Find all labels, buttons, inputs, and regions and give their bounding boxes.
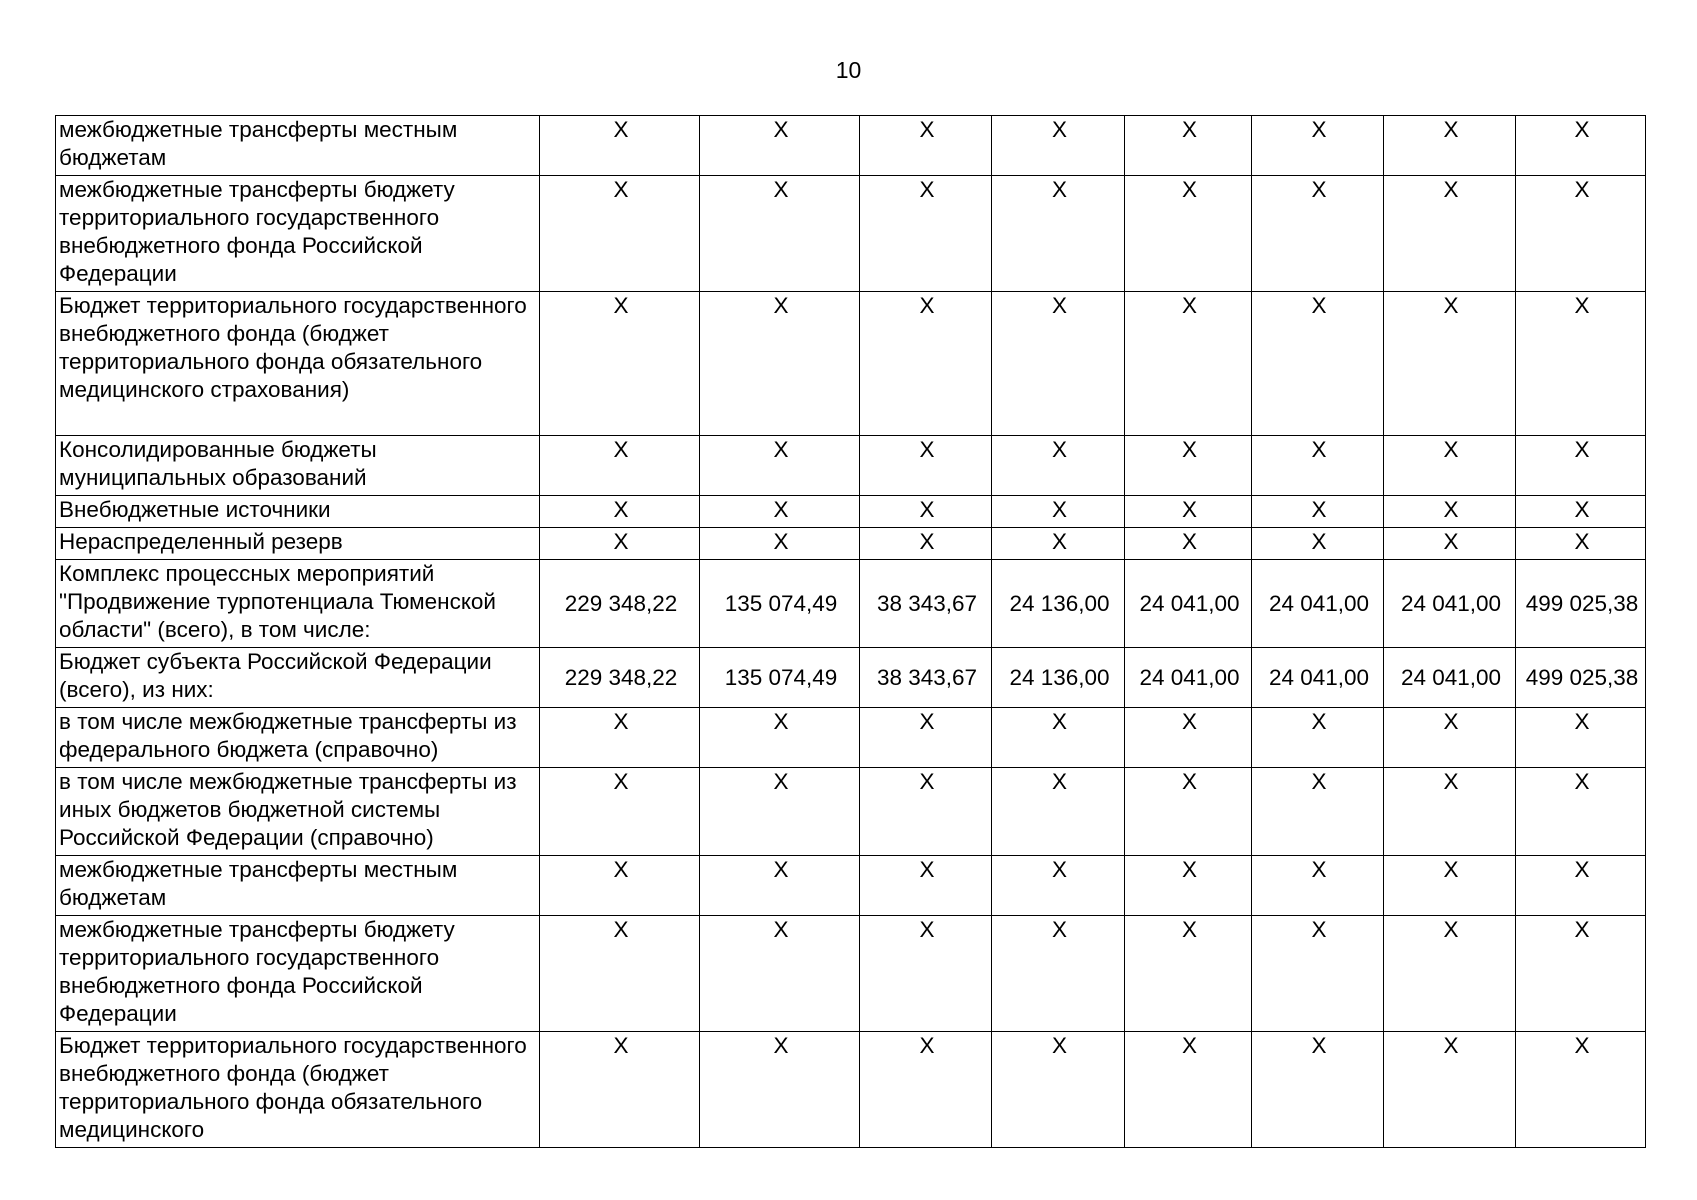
table-row: [56, 116, 1646, 176]
table-row: [56, 560, 1646, 648]
cell-value: X: [992, 116, 1125, 176]
table-row: [56, 436, 1646, 496]
row-label: Нераспределенный резерв: [56, 528, 540, 560]
table-row: [56, 648, 1646, 708]
cell-value: X: [1125, 1032, 1252, 1148]
cell-value: 24 041,00: [1125, 560, 1252, 648]
cell-value: X: [1516, 496, 1646, 528]
cell-value: X: [992, 496, 1125, 528]
cell-value: 38 343,67: [860, 648, 992, 708]
cell-value: X: [1252, 856, 1384, 916]
cell-value: 135 074,49: [700, 560, 860, 648]
cell-value: X: [1252, 436, 1384, 496]
cell-value: X: [860, 496, 992, 528]
cell-value: X: [540, 116, 700, 176]
cell-value: X: [540, 292, 700, 436]
cell-value: X: [860, 1032, 992, 1148]
cell-value: 38 343,67: [860, 560, 992, 648]
row-label: Бюджет территориального государственного внебюджетного фонда (бюджет территориального фонда обязательного медицинского страхования): [56, 292, 540, 436]
cell-value: X: [540, 496, 700, 528]
cell-value: X: [1125, 528, 1252, 560]
table-row: [56, 708, 1646, 768]
row-label: Комплекс процессных мероприятий "Продвижение турпотенциала Тюменской области" (всего), в том числе:: [56, 560, 540, 648]
cell-value: X: [700, 768, 860, 856]
cell-value: X: [860, 176, 992, 292]
cell-value: X: [700, 708, 860, 768]
cell-value: X: [860, 856, 992, 916]
cell-value: 24 041,00: [1125, 648, 1252, 708]
table-row: [56, 1032, 1646, 1148]
cell-value: X: [540, 1032, 700, 1148]
table-row: [56, 916, 1646, 1032]
cell-value: X: [1384, 292, 1516, 436]
cell-value: X: [1516, 856, 1646, 916]
cell-value: X: [1125, 856, 1252, 916]
cell-value: 499 025,38: [1516, 648, 1646, 708]
cell-value: X: [1384, 768, 1516, 856]
page-number: 10: [835, 57, 862, 83]
cell-value: X: [992, 176, 1125, 292]
row-label: в том числе межбюджетные трансферты из иных бюджетов бюджетной системы Российской Федерации (справочно): [56, 768, 540, 856]
table-row: [56, 768, 1646, 856]
cell-value: X: [1516, 436, 1646, 496]
table-row: [56, 856, 1646, 916]
cell-value: X: [992, 768, 1125, 856]
cell-value: X: [540, 768, 700, 856]
cell-value: X: [992, 856, 1125, 916]
cell-value: X: [540, 436, 700, 496]
cell-value: X: [700, 856, 860, 916]
cell-value: X: [860, 292, 992, 436]
table-row: [56, 496, 1646, 528]
cell-value: X: [1252, 768, 1384, 856]
cell-value: X: [700, 292, 860, 436]
cell-value: 229 348,22: [540, 648, 700, 708]
cell-value: X: [1384, 856, 1516, 916]
cell-value: X: [992, 292, 1125, 436]
cell-value: X: [992, 436, 1125, 496]
cell-value: X: [1384, 708, 1516, 768]
cell-value: X: [1252, 116, 1384, 176]
cell-value: 24 136,00: [992, 648, 1125, 708]
cell-value: X: [1252, 916, 1384, 1032]
cell-value: X: [700, 528, 860, 560]
cell-value: X: [700, 176, 860, 292]
cell-value: X: [1384, 116, 1516, 176]
cell-value: X: [1252, 292, 1384, 436]
cell-value: X: [992, 708, 1125, 768]
cell-value: X: [860, 436, 992, 496]
cell-value: X: [1516, 1032, 1646, 1148]
cell-value: X: [860, 916, 992, 1032]
row-label: Внебюджетные источники: [56, 496, 540, 528]
cell-value: X: [1252, 528, 1384, 560]
cell-value: X: [540, 528, 700, 560]
cell-value: X: [540, 176, 700, 292]
cell-value: 24 136,00: [992, 560, 1125, 648]
cell-value: X: [1516, 708, 1646, 768]
table-row: [56, 528, 1646, 560]
cell-value: X: [1125, 916, 1252, 1032]
cell-value: X: [700, 1032, 860, 1148]
cell-value: 24 041,00: [1252, 560, 1384, 648]
row-label: межбюджетные трансферты бюджету территориального государственного внебюджетного фонда Российской Федерации: [56, 176, 540, 292]
cell-value: X: [1384, 436, 1516, 496]
budget-table-body: [56, 116, 1646, 1148]
cell-value: X: [540, 708, 700, 768]
cell-value: X: [1516, 116, 1646, 176]
row-label: межбюджетные трансферты бюджету территориального государственного внебюджетного фонда Российской Федерации: [56, 916, 540, 1032]
cell-value: X: [540, 856, 700, 916]
cell-value: X: [1125, 292, 1252, 436]
row-label: межбюджетные трансферты местным бюджетам: [56, 856, 540, 916]
cell-value: X: [860, 116, 992, 176]
table-row: [56, 292, 1646, 436]
cell-value: X: [1384, 1032, 1516, 1148]
row-label: в том числе межбюджетные трансферты из федерального бюджета (справочно): [56, 708, 540, 768]
cell-value: X: [1252, 708, 1384, 768]
cell-value: X: [700, 496, 860, 528]
cell-value: 135 074,49: [700, 648, 860, 708]
cell-value: X: [700, 116, 860, 176]
cell-value: X: [1384, 528, 1516, 560]
cell-value: X: [1125, 176, 1252, 292]
cell-value: X: [1384, 916, 1516, 1032]
cell-value: X: [1516, 176, 1646, 292]
cell-value: X: [992, 528, 1125, 560]
cell-value: X: [992, 916, 1125, 1032]
cell-value: X: [700, 916, 860, 1032]
table-row: [56, 176, 1646, 292]
cell-value: X: [1252, 496, 1384, 528]
cell-value: X: [1516, 916, 1646, 1032]
row-label: Бюджет территориального государственного внебюджетного фонда (бюджет территориального фонда обязательного медицинского: [56, 1032, 540, 1148]
cell-value: X: [540, 916, 700, 1032]
cell-value: X: [860, 768, 992, 856]
cell-value: X: [1125, 496, 1252, 528]
cell-value: 24 041,00: [1384, 648, 1516, 708]
cell-value: X: [1252, 176, 1384, 292]
cell-value: 24 041,00: [1252, 648, 1384, 708]
cell-value: X: [860, 708, 992, 768]
cell-value: X: [700, 436, 860, 496]
row-label: Бюджет субъекта Российской Федерации (всего), из них:: [56, 648, 540, 708]
cell-value: X: [1125, 436, 1252, 496]
cell-value: X: [1516, 292, 1646, 436]
cell-value: 24 041,00: [1384, 560, 1516, 648]
budget-table: [55, 115, 1646, 1148]
row-label: межбюджетные трансферты местным бюджетам: [56, 116, 540, 176]
cell-value: 499 025,38: [1516, 560, 1646, 648]
cell-value: X: [1252, 1032, 1384, 1148]
cell-value: X: [860, 528, 992, 560]
cell-value: X: [992, 1032, 1125, 1148]
cell-value: X: [1125, 708, 1252, 768]
row-label: Консолидированные бюджеты муниципальных образований: [56, 436, 540, 496]
cell-value: X: [1125, 768, 1252, 856]
cell-value: X: [1516, 528, 1646, 560]
cell-value: 229 348,22: [540, 560, 700, 648]
cell-value: X: [1125, 116, 1252, 176]
cell-value: X: [1516, 768, 1646, 856]
cell-value: X: [1384, 176, 1516, 292]
cell-value: X: [1384, 496, 1516, 528]
